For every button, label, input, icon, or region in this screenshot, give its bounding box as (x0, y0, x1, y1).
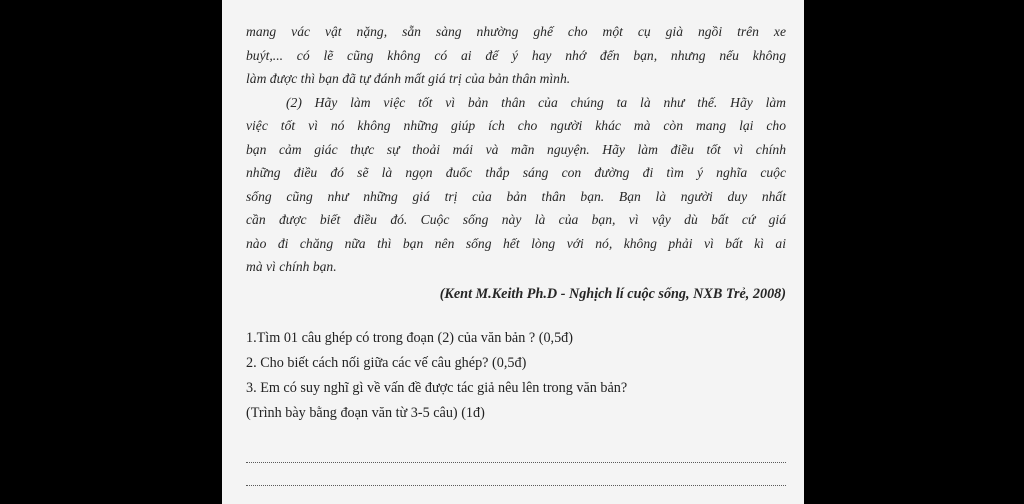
paragraph-2-first-line: (2) Hãy làm việc tốt vì bản thân của chúng ta là như thế. Hãy làm (286, 94, 786, 110)
question-2: 2. Cho biết cách nối giữa các vế câu ghép? (0,5đ) (246, 354, 527, 371)
passage-line: buýt,... có lẽ cũng không có ai để ý hay nhớ đến bạn, nhưng nếu không (246, 47, 786, 63)
document-page (222, 0, 804, 504)
question-1: 1.Tìm 01 câu ghép có trong đoạn (2) của văn bản ? (0,5đ) (246, 329, 573, 346)
passage (246, 20, 786, 279)
answer-dotted-line (246, 462, 786, 463)
question-list (246, 326, 786, 426)
answer-dotted-line (246, 485, 786, 486)
passage-line: nào đi chăng nữa thì bạn nên sống hết lòng với nó, không phải vì bất kì ai (246, 235, 786, 251)
passage-line: cần được biết điều đó. Cuộc sống này là của bạn, vì vậy dù bất cứ giá (246, 212, 786, 227)
passage-line: mà vì chính bạn. (246, 259, 337, 274)
question-3-instruction: (Trình bày bằng đoạn văn từ 3-5 câu) (1đ) (246, 404, 485, 421)
passage-line: việc tốt vì nó không những giúp ích cho người khác mà còn mang lại cho (246, 118, 786, 133)
source-citation: (Kent M.Keith Ph.D - Nghịch lí cuộc sống, NXB Trẻ, 2008) (439, 285, 786, 302)
passage-line: sống cũng như những giá trị của bản thân bạn. Bạn là người duy nhất (246, 188, 786, 204)
passage-line: những điều đó sẽ là ngọn đuốc thắp sáng con đường đi tìm ý nghĩa cuộc (246, 165, 786, 180)
passage-line: bạn cảm giác thực sự thoải mái và mãn nguyện. Hãy làm điều tốt vì chính (246, 141, 786, 157)
passage-line: mang vác vật nặng, sẵn sàng nhường ghế cho một cụ già ngồi trên xe (246, 24, 786, 39)
passage-line: làm được thì bạn đã tự đánh mất giá trị của bản thân mình. (246, 71, 571, 86)
question-3: 3. Em có suy nghĩ gì về vấn đề được tác giả nêu lên trong văn bản? (246, 379, 628, 396)
document-content (246, 20, 786, 426)
